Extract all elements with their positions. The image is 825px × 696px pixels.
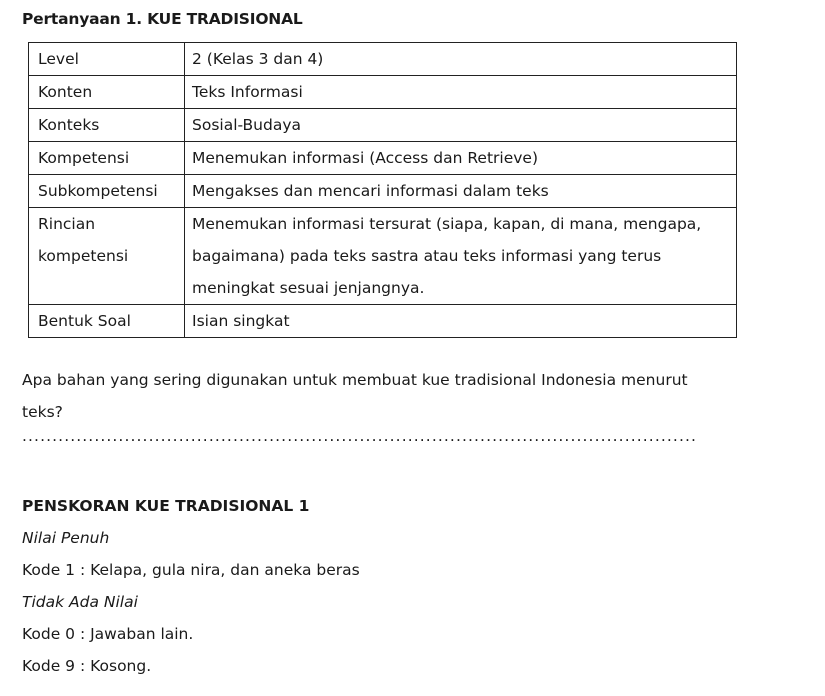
question-prompt-line: Apa bahan yang sering digunakan untuk membuat kue tradisional Indonesia menurut [22, 371, 688, 389]
scoring-heading: PENSKORAN KUE TRADISIONAL 1 [22, 497, 310, 515]
table-key [29, 208, 185, 305]
table-key: Level [29, 43, 185, 76]
table-value: Isian singkat [185, 305, 737, 338]
table-key: Subkompetensi [29, 175, 185, 208]
answer-dotted-line: ................................................................................................................ [22, 427, 698, 445]
table-row [29, 76, 737, 109]
table-value: Mengakses dan mencari informasi dalam teks [185, 175, 737, 208]
table-value: Menemukan informasi (Access dan Retrieve) [185, 142, 737, 175]
table-key-line: kompetensi [38, 247, 129, 265]
table-value-line: bagaimana) pada teks sastra atau teks informasi yang terus [192, 247, 662, 265]
table-row [29, 175, 737, 208]
no-score-label: Tidak Ada Nilai [22, 593, 138, 611]
table-row [29, 305, 737, 338]
table-key: Konten [29, 76, 185, 109]
table-row [29, 109, 737, 142]
code-1: Kode 1 : Kelapa, gula nira, dan aneka beras [22, 561, 360, 579]
table-value: Teks Informasi [185, 76, 737, 109]
question-metadata-table [28, 42, 737, 338]
question-prompt [22, 364, 722, 428]
code-0: Kode 0 : Jawaban lain. [22, 625, 194, 643]
table-row [29, 208, 737, 305]
question-prompt-line: teks? [22, 403, 63, 421]
table-row [29, 43, 737, 76]
full-score-label: Nilai Penuh [22, 529, 110, 547]
table-key: Bentuk Soal [29, 305, 185, 338]
table-row [29, 142, 737, 175]
table-value [185, 208, 737, 305]
table-value-line: meningkat sesuai jenjangnya. [192, 279, 425, 297]
code-9: Kode 9 : Kosong. [22, 657, 152, 675]
table-value: Sosial-Budaya [185, 109, 737, 142]
table-key-line: Rincian [38, 215, 96, 233]
scoring-section [22, 490, 360, 682]
table-value-line: Menemukan informasi tersurat (siapa, kapan, di mana, mengapa, [192, 215, 702, 233]
table-key: Konteks [29, 109, 185, 142]
table-value: 2 (Kelas 3 dan 4) [185, 43, 737, 76]
table-key: Kompetensi [29, 142, 185, 175]
question-title: Pertanyaan 1. KUE TRADISIONAL [22, 10, 303, 28]
